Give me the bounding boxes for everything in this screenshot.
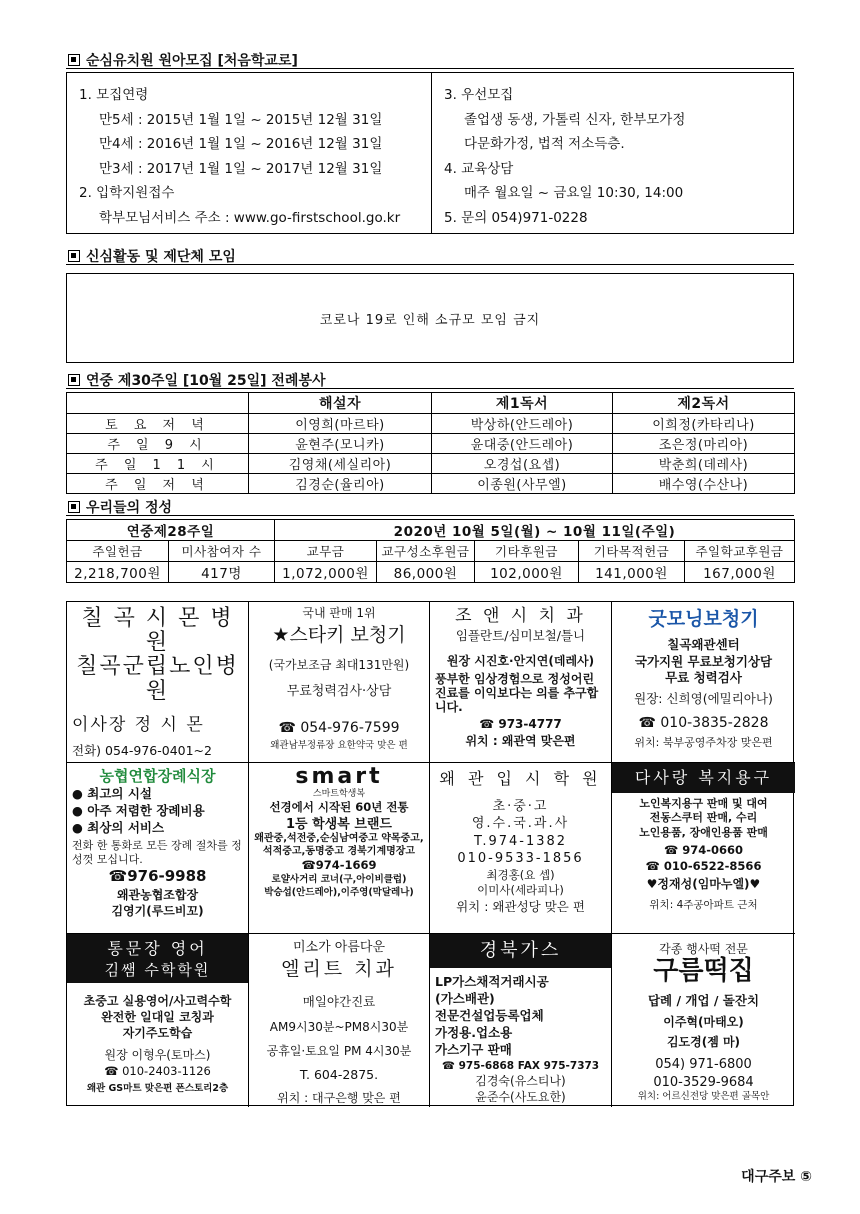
goodmorning-logo: 굿모닝보청기 <box>648 608 759 630</box>
ad-starkey-hearing: 국내 판매 1위 ★스타키 보청기 (국가보조금 최대131만원) 무료청력검사·상담 ☎ 054-976-7599 왜관남부정류장 요한약국 맞은 편 <box>249 602 430 763</box>
ad-english-math-academy: 통문장 영어 김쌤 수학학원 초중고 실용영어/사고력수학 완전한 일대일 코칭과 자기주도학습 원장 이형우(토마스) ☎ 010-2403-1126 왜관 GS마트 맞은편 폰스토리2층 <box>67 934 249 1107</box>
page-footer: 대구주보 ⑤ <box>741 1169 812 1185</box>
recruit-right: 3. 우선모집 졸업생 동생, 가톨릭 신자, 한부모가정 다문화가정, 법적 저소득층. 4. 교육상담 매주 월요일 ~ 금요일 10:30, 14:00 5. 문의 054)971-0228 <box>444 87 686 226</box>
table-row: 주 일 저 녁 김경순(율리아) 이종원(사무엘) 배수영(수산나) <box>67 474 795 494</box>
divider <box>66 388 794 389</box>
square-bullet-icon <box>68 54 80 66</box>
recruit-box <box>66 72 794 234</box>
ad-grid <box>66 601 794 1106</box>
divider <box>66 68 794 69</box>
offering-section-title: 우리들의 정성 <box>68 497 172 517</box>
table-row: 2,218,700원 417명 1,072,000원 86,000원 102,000원 141,000원 167,000원 <box>67 562 795 583</box>
square-bullet-icon <box>68 250 80 262</box>
ad-gyeongbuk-gas: 경북가스 LP가스채적거래시공 (가스배관) 전문건설업등록업체 가정용.업소용 가스기구 판매 ☎ 975-6868 FAX 975-7373 김경숙(유스티나) 윤준수(사도요한) <box>430 934 612 1107</box>
ad-gureum-ricecake: 각종 행사떡 전문 구름떡집 답례 / 개업 / 돌잔치 이주혁(마태오) 김도경(젬 마) 054) 971-6800 010-3529-9684 위치: 어르신전당 맞은편 골목안 <box>637 942 770 1103</box>
recruit-section-title: 순심유치원 원아모집 [처음학교로] <box>68 50 298 70</box>
table-header-row: 해설자 제1독서 제2독서 <box>67 393 795 414</box>
recruit-left: 1. 모집연령 만5세 : 2015년 1월 1일 ~ 2015년 12월 31일 만4세 : 2016년 1월 1일 ~ 2016년 12월 31일 만3세 : 2017년 1월 1일 ~ 2017년 12월 31일 2. 입학지원접수 학부모님서비스 주소 : www.go-firstschool.go.kr <box>67 73 432 233</box>
divider <box>66 515 794 516</box>
ad-nonghyup-funeral: 농협연합장례식장 ● 최고의 시설 ● 아주 저렴한 장례비용 ● 최상의 서비스 전화 한 통화로 모든 장례 절차를 정성껏 모십니다. ☎976-9988 왜관농협조합장 김영기(루드비꼬) <box>67 763 249 934</box>
notice-box: 코로나 19로 인해 소규모 모임 금지 <box>66 273 794 363</box>
square-bullet-icon <box>68 501 80 513</box>
table-header-row: 주일헌금 미사참여자 수 교무금 교구성소후원금 기타후원금 기타목적헌금 주일학교후원금 <box>67 541 795 562</box>
ad-joan-dental: 조 앤 시 치 과 임플란트/심미보철/틀니 원장 시진호·안지연(데레사) 풍부한 임상경험으로 정성어린 진료를 이익보다는 의를 추구합니다. ☎ 973-4777 위치 : 왜관역 맞은편 <box>430 602 612 763</box>
ad-dasarang-welfare: 다사랑 복지용구 노인복지용구 판매 및 대여 전동스쿠터 판매, 수리 노인용품, 장애인용품 판매 ☎ 974-0660 ☎ 010-6522-8566 ♥정재성(임마누엘)♥ 위치: 4주공아파트 근처 <box>612 763 795 934</box>
offering-table <box>66 519 795 583</box>
ad-simon-hospital: 칠 곡 시 몬 병 원 칠곡군립노인병원 이사장 정 시 몬 전화) 054-976-0401~2 <box>67 602 249 763</box>
service-table <box>66 392 795 494</box>
table-row: 토 요 저 녁 이영희(마르타) 박상하(안드레아) 이희정(카타리나) <box>67 414 795 434</box>
ad-smart-uniform: smart 스마트학생복 선경에서 시작된 60년 전통 1등 학생복 브랜드 왜관중,석전중,순심남여중고 약목중고,석적중고,동명중고 경북기계명장고 ☎974-1669 로얄사거리 코너(구,아이비클럽) 박승섭(안드레아),이주영(막달레나) <box>249 763 430 934</box>
week-label: 연중제28주일 <box>67 520 275 541</box>
smart-logo: smart <box>295 764 383 789</box>
service-section-title: 연중 제30주일 [10월 25일] 전례봉사 <box>68 370 326 390</box>
table-row: 주 일 1 1 시 김영채(세실리아) 오경섭(요셉) 박춘희(데레사) <box>67 454 795 474</box>
ad-elite-dental: 미소가 아름다운 엘리트 치과 매일야간진료 AM9시30분~PM8시30분 공휴일·토요일 PM 4시30분 T. 604-2875. 위치 : 대구은행 맞은 편 <box>249 934 430 1107</box>
table-row: 주 일 9 시 윤현주(모니카) 윤대중(안드레아) 조은정(마리아) <box>67 434 795 454</box>
activity-section-title: 신심활동 및 제단체 모임 <box>68 246 236 266</box>
divider <box>66 264 794 265</box>
square-bullet-icon <box>68 374 80 386</box>
period-label: 2020년 10월 5일(월) ~ 10월 11일(주일) <box>275 520 795 541</box>
ad-goodmorning-hearing: 굿모닝보청기 칠곡왜관센터 국가지원 무료보청기상담 무료 청력검사 원장: 신희영(에밀리아나) ☎ 010-3835-2828 위치: 북부공영주차장 맞은편 <box>612 602 795 763</box>
ad-waegwan-academy: 왜 관 입 시 학 원 초·중·고 영.수.국.과.사 T.974-1382 010-9533-1856 최경홍(요 셉) 이미사(세라피나) 위치 : 왜관성당 맞은 편 <box>430 763 612 934</box>
